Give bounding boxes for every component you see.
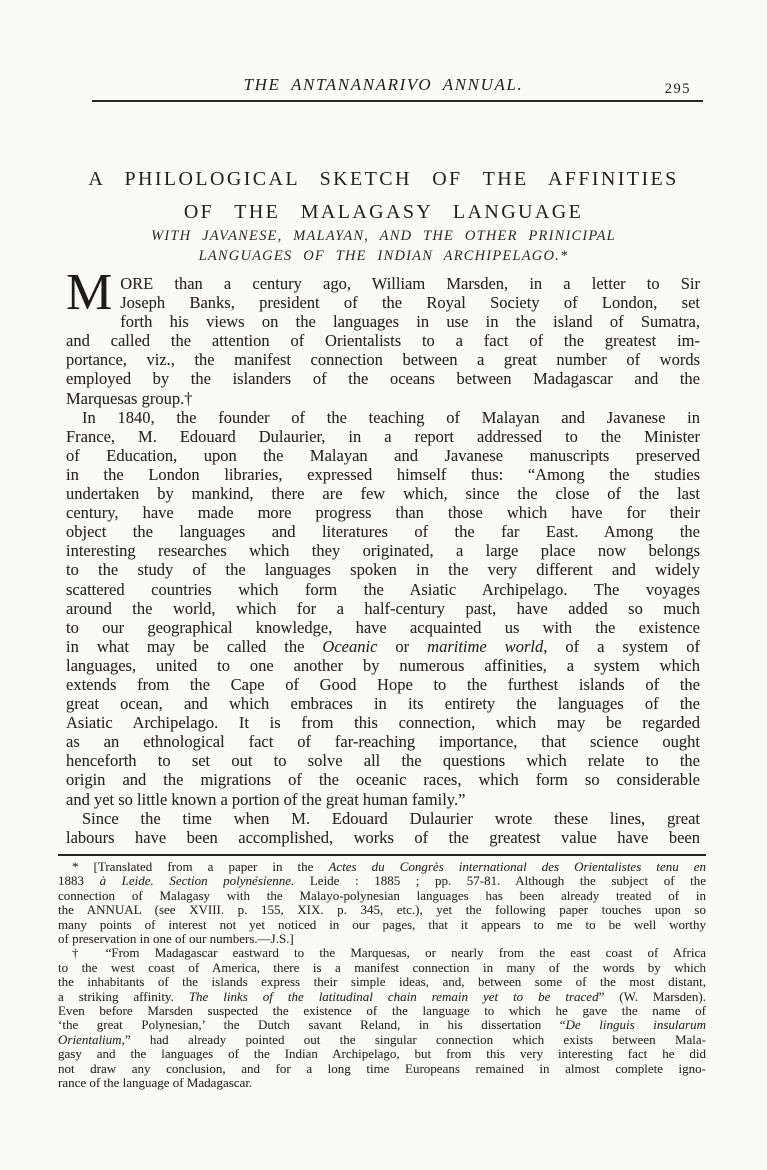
text-line: Marquesas group.† xyxy=(66,388,193,408)
drop-cap: M xyxy=(66,264,113,321)
text-line: France, M. Edouard Dulaurier, in a report addressed to the Minister xyxy=(66,426,700,446)
text-line: portance, viz., the manifest connection between a great number of words xyxy=(66,350,700,370)
text-line: to the study of the languages spoken in the very different and widely xyxy=(66,560,700,580)
paragraph xyxy=(66,264,700,408)
italic-text: Orientalium xyxy=(58,1031,122,1047)
text-line: around the world, which for a half-century past, have added so much xyxy=(66,598,700,618)
footnote-rule xyxy=(58,854,706,856)
text-line: as an ethnological fact of far-reaching importance, that science ought xyxy=(66,732,700,752)
text-line: rance of the language of Madagascar. xyxy=(58,1075,253,1091)
text-line: origin and the migrations of the oceanic races, which form so considerable xyxy=(66,770,700,790)
footnotes xyxy=(58,860,706,1091)
article-subtitle-line1: WITH JAVANESE, MALAYAN, AND THE OTHER PRINICIPAL xyxy=(151,228,616,244)
paragraph xyxy=(66,408,700,809)
text-line: ‘the great Polynesian,’ the Dutch savant Reland, in his dissertation “De linguis insularum xyxy=(58,1017,706,1033)
text-line: in the London libraries, expressed himself thus: “Among the studies xyxy=(66,464,700,484)
italic-text: The links of the latitudinal chain remain yet to be traced xyxy=(188,988,599,1004)
article-subtitle-line2: LANGUAGES OF THE INDIAN ARCHIPELAGO.* xyxy=(198,248,569,264)
text-line: labours have been accomplished, works of the greatest value have been xyxy=(66,827,700,847)
italic-text: Oceanic xyxy=(322,636,378,656)
text-line: not draw any conclusion, and for a long time Europeans remained in almost complete igno- xyxy=(58,1060,706,1076)
text-line: to the west coast of America, there is a manifest connection in many of the words by which xyxy=(58,959,706,975)
text-line: of Education, upon the Malayan and Javanese manuscripts preserved xyxy=(66,445,700,465)
text-line: interesting researches which they originated, a large place now belongs xyxy=(66,541,700,561)
article-title-line2: OF THE MALAGASY LANGUAGE xyxy=(183,201,584,223)
text-line: * [Translated from a paper in the Actes du Congrès international des Orientalistes tenu en xyxy=(72,859,707,874)
text-line: object the languages and literatures of the far East. Among the xyxy=(66,522,700,542)
article-title xyxy=(40,163,727,229)
text-line: Even before Marsden suspected the existence of the language to which he gave the name of xyxy=(58,1003,706,1019)
italic-text: Actes du Congrès international des Orientalistes tenu en xyxy=(328,859,707,874)
text-line: in what may be called the Oceanic or maritime world, of a system of xyxy=(66,636,701,656)
text-line: Asiatic Archipelago. It is from this connection, which may be regarded xyxy=(66,713,700,733)
text-line: a striking affinity. The links of the latitudinal chain remain yet to be traced” (W. Marsden). xyxy=(58,988,706,1004)
text-line: the inhabitants of the islands express their simple ideas, and, between some of the most distant, xyxy=(58,974,706,990)
text-line: Orientalium,” had already pointed out the singular connection which exists between Mala- xyxy=(58,1031,706,1047)
italic-text: De linguis insularum xyxy=(565,1017,706,1033)
text-line: of preservation in one of our numbers.—J.S.] xyxy=(58,931,294,947)
text-line: connection of Malagasy with the Malayo-polynesian languages has been already treated of in xyxy=(58,887,706,903)
text-line: great ocean, and which embraces in its entirety the languages of the xyxy=(66,694,700,714)
text-line: forth his views on the languages in use in the island of Sumatra, xyxy=(120,312,700,332)
text-line: Since the time when M. Edouard Dulaurier wrote these lines, great xyxy=(82,808,700,828)
paragraph xyxy=(58,946,706,1090)
text-line: In 1840, the founder of the teaching of Malayan and Javanese in xyxy=(82,407,700,427)
text-line: henceforth to set out to solve all the questions which relate to the xyxy=(66,751,700,771)
text-line: and yet so little known a portion of the great human family.” xyxy=(66,789,466,809)
running-header xyxy=(0,75,767,95)
header-rule xyxy=(92,100,703,102)
text-line: and called the attention of Orientalists to a fact of the greatest im- xyxy=(66,331,700,351)
text-line: century, have made more progress than those which have for their xyxy=(66,503,700,523)
text-line: Joseph Banks, president of the Royal Society of London, set xyxy=(120,293,700,313)
italic-text: maritime world xyxy=(427,636,544,656)
paragraph xyxy=(58,860,706,946)
article-subtitle xyxy=(60,226,707,266)
journal-title: THE ANTANANARIVO ANNUAL. xyxy=(243,75,524,94)
article-body xyxy=(66,264,701,847)
text-line: scattered countries which form the Asiatic Archipelago. The voyages xyxy=(66,579,700,599)
text-line: 1883 à Leide. Section polynésienne. Leide : 1885 ; pp. 57-81. Although the subject of the xyxy=(58,873,706,889)
text-line: many points of interest not yet noticed in our pages, that it appears to me to be well worthy xyxy=(58,916,706,932)
text-line: languages, united to one another by numerous affinities, a system which xyxy=(66,655,700,675)
text-line: to our geographical knowledge, have acquainted us with the existence xyxy=(66,617,700,637)
text-line: employed by the islanders of the oceans between Madagascar and the xyxy=(66,369,700,389)
text-line: the ANNUAL (see XVIII. p. 155, XIX. p. 345, etc.), yet the following paper touches upon so xyxy=(58,902,706,918)
text-line: ORE than a century ago, William Marsden, in a letter to Sir xyxy=(120,274,700,293)
paragraph xyxy=(66,809,700,847)
text-line: undertaken by mankind, there are few which, since the close of the last xyxy=(66,484,700,504)
text-line: † “From Madagascar eastward to the Marquesas, or nearly from the east coast of Africa xyxy=(72,945,706,961)
page-number: 295 xyxy=(664,81,691,97)
italic-text: à Leide. Section polynésienne. xyxy=(99,873,295,889)
article-title-line1: A PHILOLOGICAL SKETCH OF THE AFFINITIES xyxy=(88,168,679,190)
text-line: gasy and the languages of the Indian Archipelago, but from this very interesting fact he did xyxy=(58,1046,706,1062)
text-line: extends from the Cape of Good Hope to the furthest islands of the xyxy=(66,674,700,694)
